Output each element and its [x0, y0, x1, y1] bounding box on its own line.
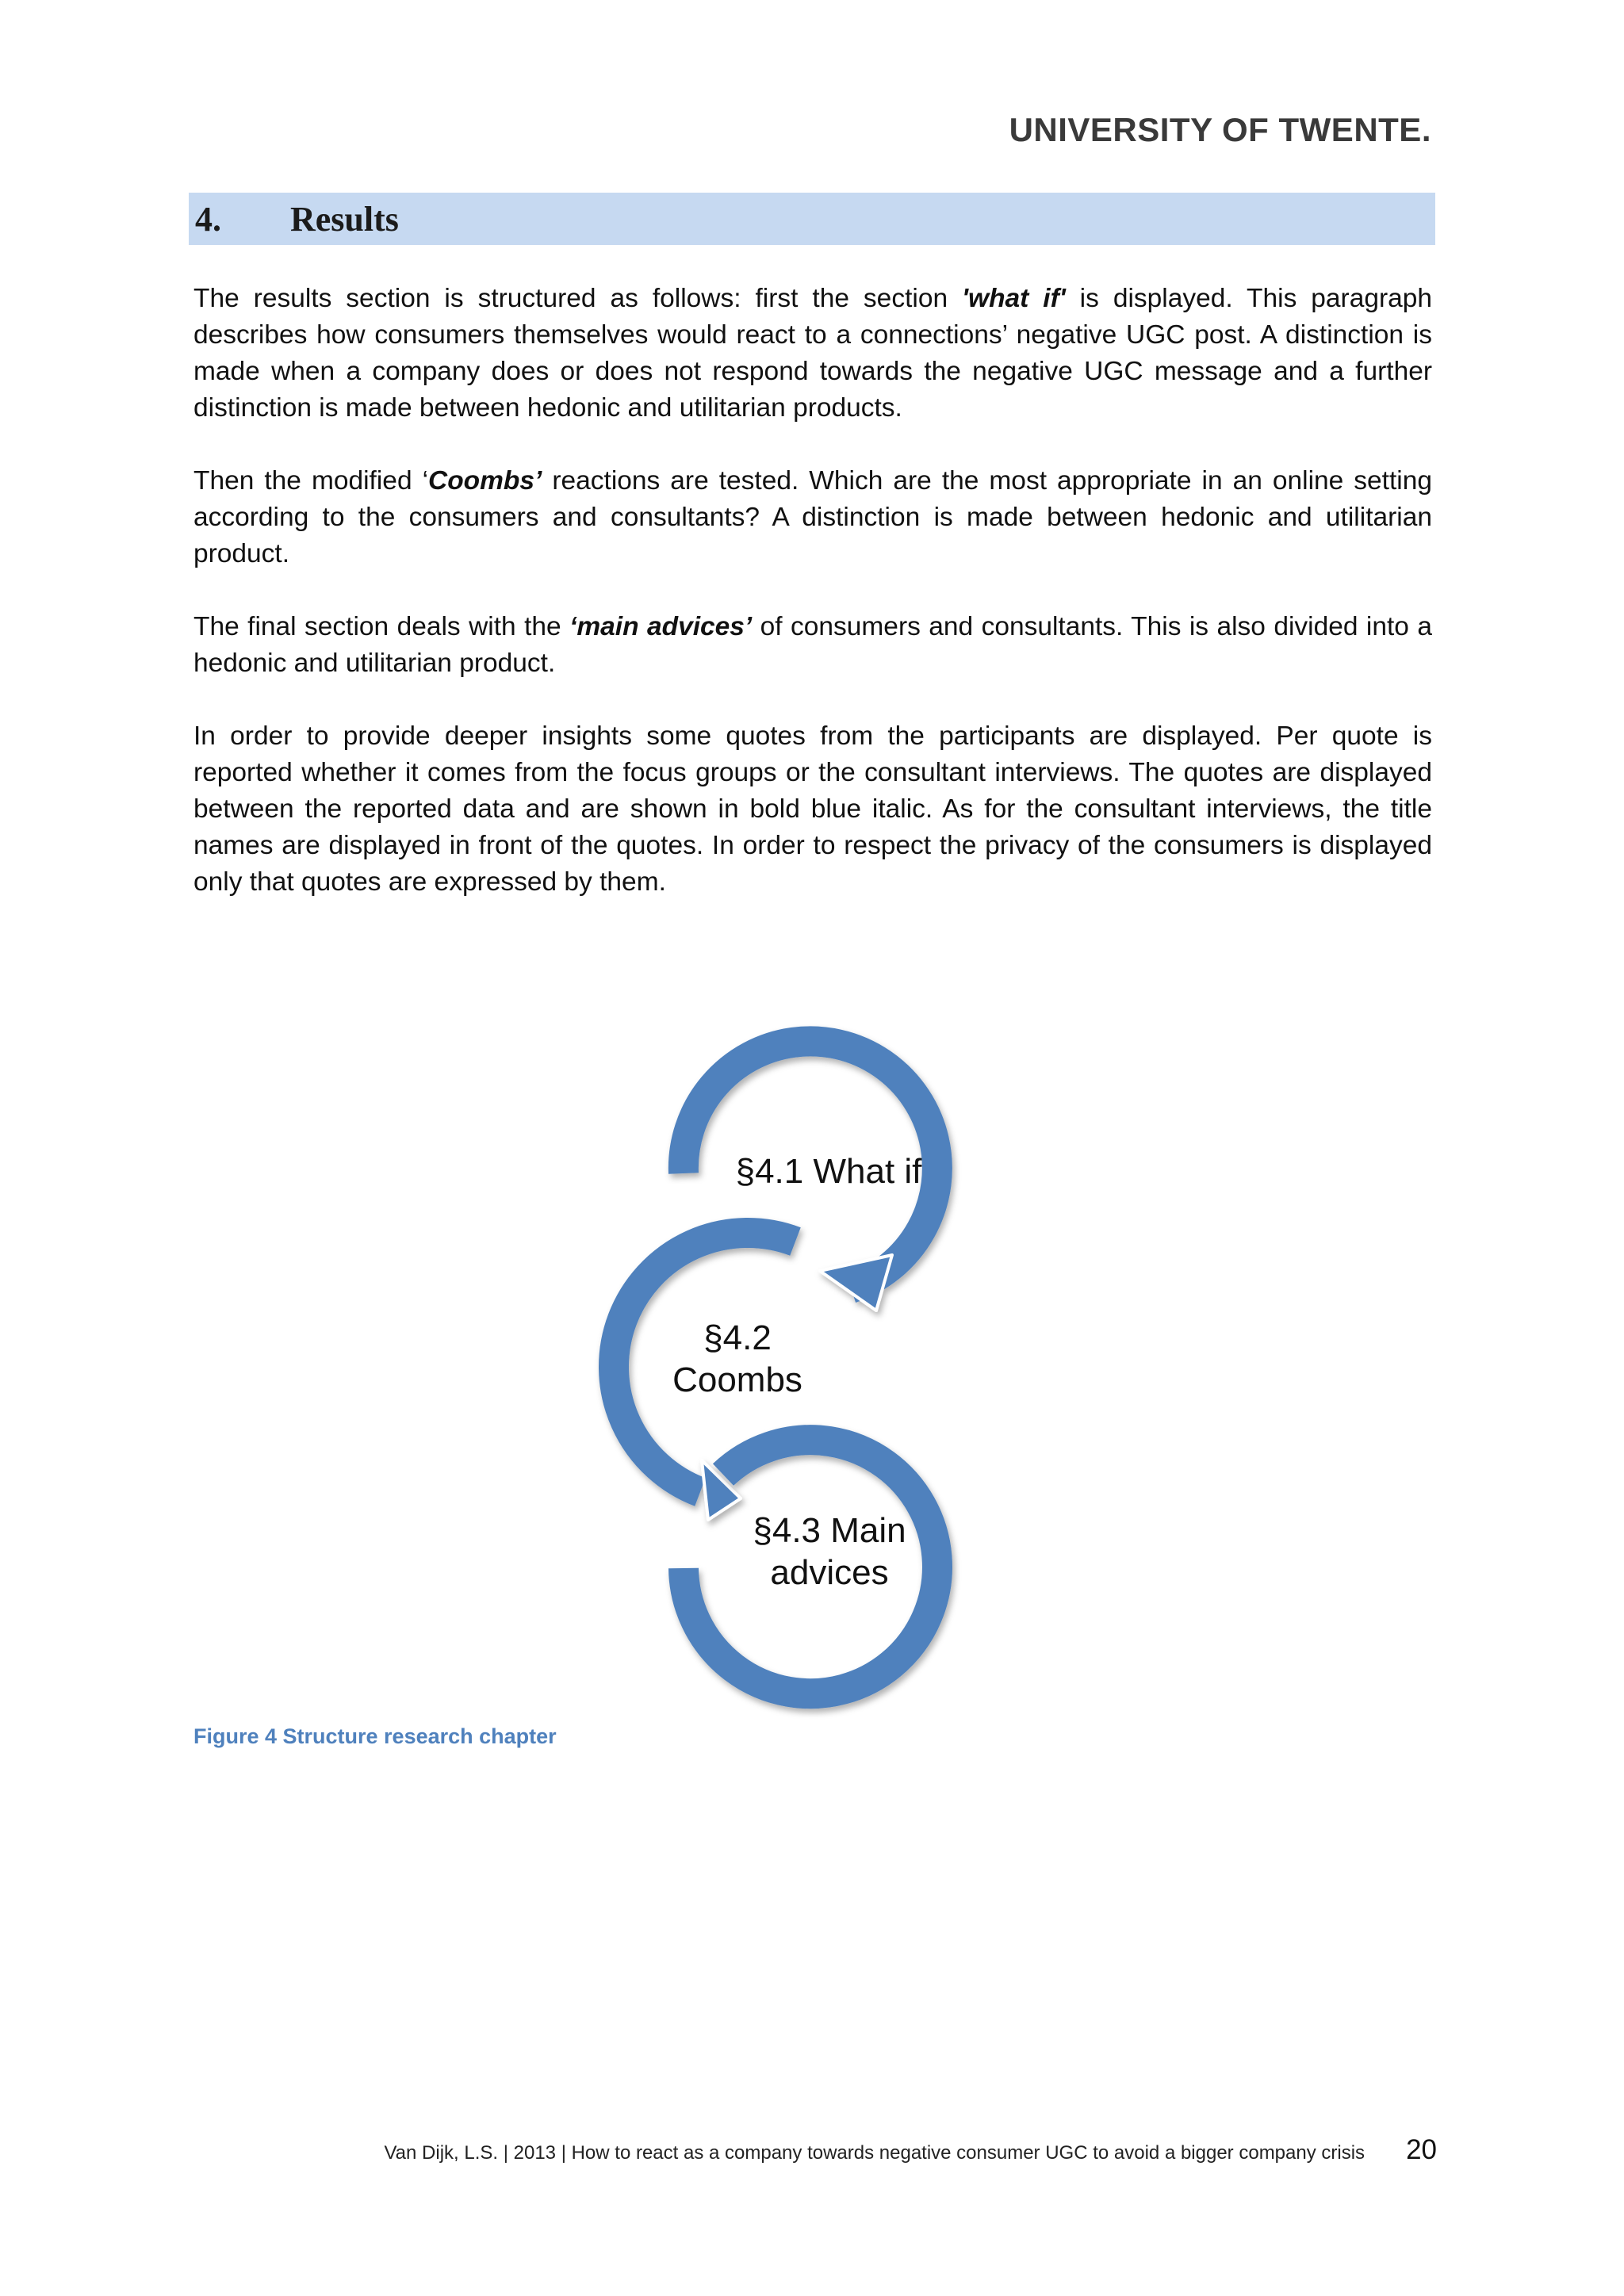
paragraph-text: The results section is structured as follows: first the section: [193, 284, 963, 313]
node-label-main-advices-2: advices: [770, 1553, 889, 1592]
paragraph-text: reactions are tested. Which are the most appropriate in an online setting according to the consumers and consultants? A distinction is made between hedonic and utilitarian product.: [193, 466, 1432, 568]
university-logo: UNIVERSITY OF TWENTE.: [1009, 111, 1431, 148]
term-main-advices: ‘main advices’: [569, 612, 753, 641]
paragraph-text: The final section deals with the: [193, 612, 570, 641]
page-footer: [333, 2134, 1437, 2166]
term-what-if: 'what if': [962, 284, 1066, 313]
section-number: 4.: [195, 199, 221, 239]
body-text: [193, 281, 1432, 937]
paragraph-text: of consumers and consultants. This is also divided into a hedonic and utilitarian product.: [193, 612, 1432, 678]
node-label-coombs-2: Coombs: [672, 1360, 802, 1399]
page-number: 20: [1406, 2134, 1437, 2165]
section-heading: [189, 193, 1435, 245]
node-label-coombs-1: §4.2: [703, 1318, 772, 1357]
figure-caption: Figure 4 Structure research chapter: [193, 1724, 557, 1748]
paragraph-structure: [193, 281, 1432, 427]
paragraph-text: Then the modified ‘: [193, 466, 429, 496]
footer-citation: Van Dijk, L.S. | 2013 | How to react as a company towards negative consumer UGC to avoid a bigger company crisis: [384, 2142, 1365, 2164]
node-label-main-advices-1: §4.3 Main: [753, 1511, 906, 1550]
paragraph-quotes: In order to provide deeper insights some quotes from the participants are displayed. Per quote is reported whether it comes from the focus groups or the consultant interviews. The quotes are displayed between the reported data and are shown in bold blue italic. As for the consultant interviews, the title names are displayed in front of the quotes. In order to respect the privacy of the consumers is displayed only that quotes are expressed by them.: [193, 721, 1432, 897]
term-coombs: Coombs’: [428, 466, 542, 496]
node-label-what-if: §4.1 What if: [735, 1152, 922, 1191]
paragraph-text: is displayed. This paragraph describes how consumers themselves would react to a connections’ negative UGC post. A distinction is made when a company does or does not respond towards the negative UGC message and a further distinction is made between hedonic and utilitarian products.: [193, 284, 1433, 423]
paragraph-main-advices: [193, 609, 1432, 682]
structure-diagram-svg: [555, 1023, 999, 1720]
structure-diagram: [555, 1023, 999, 1720]
paragraph-coombs: [193, 463, 1432, 572]
section-title: Results: [290, 199, 399, 239]
